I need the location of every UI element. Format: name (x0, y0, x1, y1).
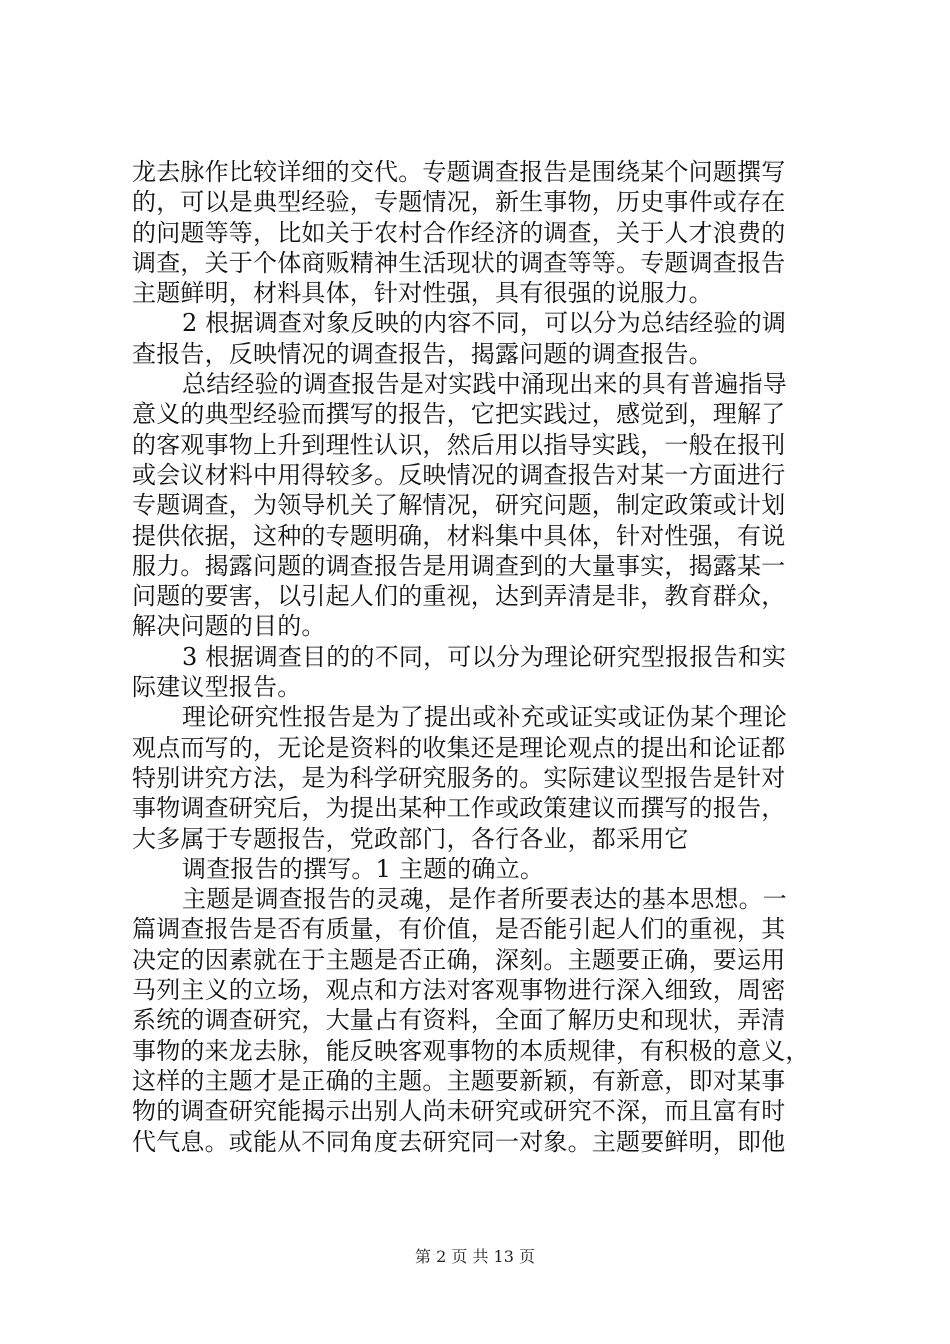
text-line: 主题鲜明，材料具体，针对性强，具有很强的说服力。 (132, 279, 713, 308)
text-line: 决定的因素就在于主题是否正确，深刻。主题要正确，要运用 (132, 945, 786, 974)
text-line: 际建议型报告。 (132, 673, 302, 702)
text-line: 事物的来龙去脉，能反映客观事物的本质规律，有积极的意义， (132, 1036, 810, 1065)
page-number-footer: 第 2 页 共 13 页 (415, 1247, 535, 1266)
text-line: 或会议材料中用得较多。反映情况的调查报告对某一方面进行 (132, 460, 786, 489)
text-line: 大多属于专题报告，党政部门，各行各业，都采用它 (132, 824, 689, 853)
text-line: 的，可以是典型经验，专题情况，新生事物，历史事件或存在 (132, 188, 786, 217)
text-line: 物的调查研究能揭示出别人尚未研究或研究不深，而且富有时 (132, 1097, 786, 1126)
text-line: 特别讲究方法，是为科学研究服务的。实际建议型报告是针对 (132, 763, 786, 792)
text-line: 的客观事物上升到理性认识，然后用以指导实践，一般在报刊 (132, 430, 786, 459)
text-line: 观点而写的，无论是资料的收集还是理论观点的提出和论证都 (132, 733, 786, 762)
text-line: 系统的调查研究，大量占有资料，全面了解历史和现状，弄清 (132, 1006, 786, 1035)
text-line: 问题的要害，以引起人们的重视，达到弄清是非，教育群众， (132, 582, 786, 611)
text-line: 调查报告的撰写。1 主题的确立。 (182, 854, 545, 883)
text-line: 2 根据调查对象反映的内容不同，可以分为总结经验的调 (182, 309, 787, 338)
text-line: 代气息。或能从不同角度去研究同一对象。主题要鲜明，即他 (132, 1127, 786, 1156)
text-line: 意义的典型经验而撰写的报告，它把实践过，感觉到，理解了 (132, 400, 786, 429)
text-line: 调查，关于个体商贩精神生活现状的调查等等。专题调查报告 (132, 248, 786, 277)
text-line: 服力。揭露问题的调查报告是用调查到的大量事实，揭露某一 (132, 551, 786, 580)
text-line: 龙去脉作比较详细的交代。专题调查报告是围绕某个问题撰写 (132, 158, 786, 186)
text-line: 总结经验的调查报告是对实践中涌现出来的具有普遍指导 (182, 370, 787, 399)
text-line: 解决问题的目的。 (132, 612, 326, 641)
document-body (132, 157, 832, 1157)
text-line: 主题是调查报告的灵魂，是作者所要表达的基本思想。一 (182, 885, 787, 914)
text-line: 3 根据调查目的的不同，可以分为理论研究型报报告和实 (182, 642, 787, 671)
text-line: 的问题等等，比如关于农村合作经济的调查，关于人才浪费的 (132, 218, 786, 247)
text-line: 查报告，反映情况的调查报告，揭露问题的调查报告。 (132, 339, 713, 368)
text-line: 提供依据，这种的专题明确，材料集中具体，针对性强，有说 (132, 521, 786, 550)
text-line: 理论研究性报告是为了提出或补充或证实或证伪某个理论 (182, 703, 787, 732)
text-line: 专题调查，为领导机关了解情况，研究问题，制定政策或计划 (132, 491, 786, 520)
text-line: 这样的主题才是正确的主题。主题要新颖，有新意，即对某事 (132, 1066, 786, 1095)
text-line: 事物调查研究后，为提出某种工作或政策建议而撰写的报告， (132, 794, 786, 823)
text-line: 马列主义的立场，观点和方法对客观事物进行深入细致，周密 (132, 976, 786, 1005)
text-line: 篇调查报告是否有质量，有价值，是否能引起人们的重视，其 (132, 915, 786, 944)
